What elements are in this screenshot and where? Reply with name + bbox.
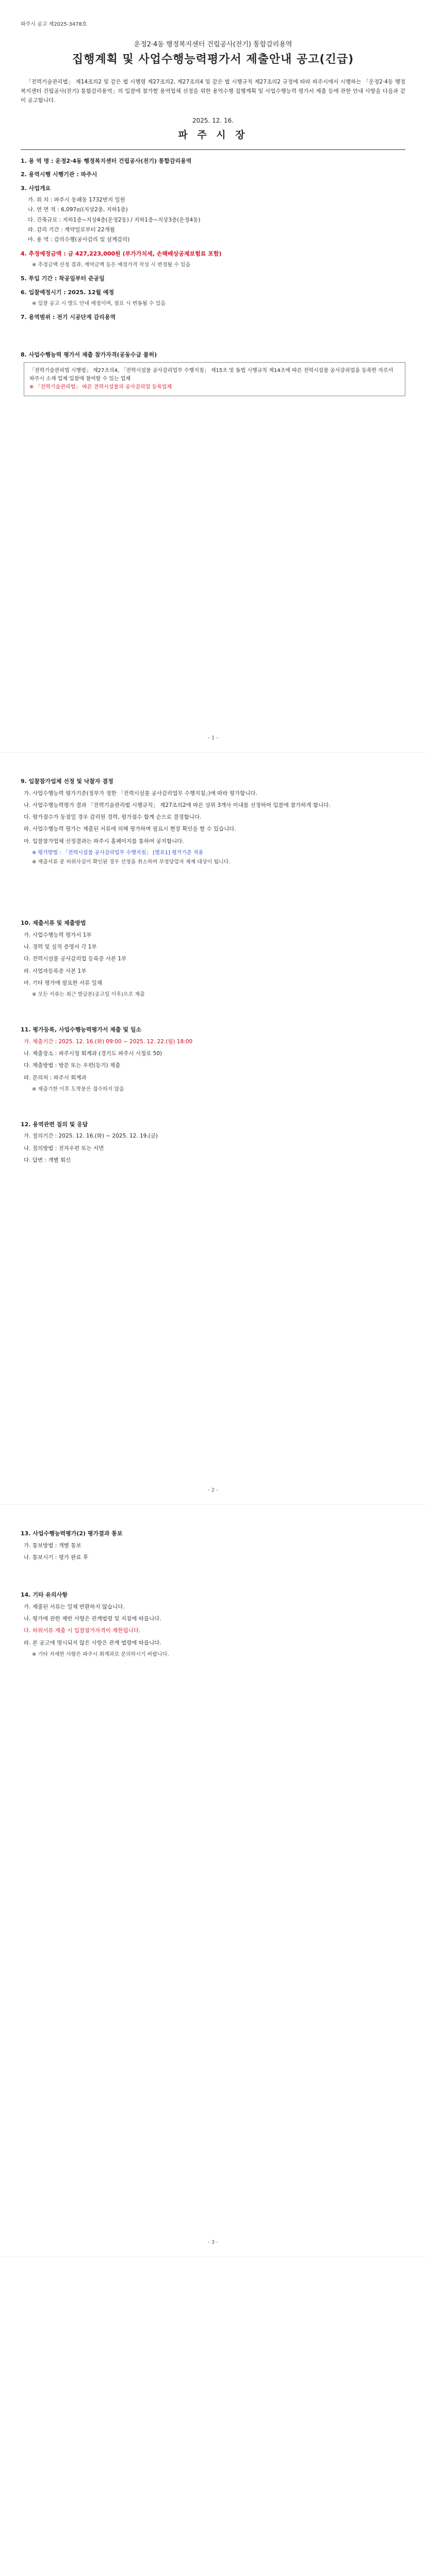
selection-item: 다. 평가점수가 동점일 경우 감리원 경력, 평가점수 합계 순으로 결정합니다. <box>24 814 202 821</box>
eligibility-body: 「전력기술관리법 시행령」 제27조의4, 「전력시설물 공사감리업무 수행지침」 제15조 및 동법 시행규칙 제14조에 따른 전력시설물 공사감리업을 등록한 자로서 파주시 소재 업체 입찰에 참여할 수 있는 업체 <box>29 368 394 382</box>
section-5-title: 5. 투입 기간 : 착공일부터 준공일 <box>21 275 105 282</box>
section-4-title: 4. 추정예정금액 : 금 427,223,000원 (부가가치세, 손해배상공제보험료 포함) <box>21 250 222 257</box>
overview-item: 가. 위 치 : 파주시 동패동 1732번지 일원 <box>28 197 125 204</box>
caution-item: 나. 평가에 관한 제반 사항은 관계법령 및 지침에 따릅니다. <box>24 1615 161 1622</box>
selection-note: ※ 평가방법 : 「전력시설물 공사감리업무 수행지침」 [별표1] 평가기준 적용 <box>32 850 204 856</box>
section-2-title: 2. 용역시행 시행기관 : 파주시 <box>21 171 97 178</box>
submission-note: ※ 제출기한 이후 도착분은 접수하지 않음 <box>32 1086 124 1092</box>
qa-item: 나. 질의방법 : 전자우편 또는 서면 <box>24 1145 104 1151</box>
document-number: 파주시 공고 제2025-3478호 <box>21 22 87 27</box>
section-7-title: 7. 용역범위 : 전기 시공단계 감리용역 <box>21 314 116 321</box>
overview-item: 나. 연 면 적 : 6,097㎡(지상2층, 지하1층) <box>28 207 128 213</box>
submission-doc-note: ※ 모든 서류는 최근 발급본(공고일 이후)으로 제출 <box>32 992 145 998</box>
selection-item: 라. 사업수행능력 평가는 제출된 서류에 의해 평가하며 필요시 현장 확인을 할 수 있습니다. <box>24 826 236 833</box>
section-4-note: ※ 추정금액 산정 결과, 계약금액 등은 예정가격 작성 시 변경될 수 있음 <box>32 262 191 268</box>
submission-item: 다. 제출방법 : 방문 또는 우편(등기) 제출 <box>24 1062 121 1069</box>
submission-doc-item: 나. 경력 및 실적 증명서 각 1부 <box>24 943 97 950</box>
section-13-title: 13. 사업수행능력평가(2) 평가결과 통보 <box>21 1530 123 1537</box>
submission-doc-item: 마. 기타 평가에 필요한 서류 일체 <box>24 979 102 986</box>
caution-note: ※ 기타 자세한 사항은 파주시 회계과로 문의하시기 바랍니다. <box>32 1651 169 1657</box>
eligibility-box <box>24 362 405 396</box>
submission-doc-item: 다. 전력시설물 공사감리업 등록증 사본 1부 <box>24 956 127 962</box>
overview-item: 마. 용 역 : 감리수행(공사감리 및 설계감리) <box>28 236 130 243</box>
page-number: - 3 - <box>208 2240 218 2245</box>
caution-item: 다. 허위서류 제출 시 입찰참가자격이 제한됩니다. <box>24 1628 141 1634</box>
section-12-title: 12. 용역관련 질의 및 응답 <box>21 1121 88 1128</box>
result-item: 가. 통보방법 : 개별 통보 <box>24 1542 81 1549</box>
intro-paragraph: 「전력기술관리법」 제14조의2 및 같은 법 시행령 제27조의2, 제27조의4 및 같은 법 시행규칙 제27조의2 규정에 따라 파주시에서 시행하는 「운정2·4동 행정복지센터 건립공사(전기) 통합감리용역」의 입찰에 참가할 용역업체 선정을 위한 용역수행 집행계획 및 사업수행능력 평가서 제출 등에 관한 안내 사항을 다음과 같이 공고합니다. <box>21 79 405 104</box>
submission-item: 나. 제출장소 : 파주시청 회계과 (경기도 파주시 시청로 50) <box>24 1050 162 1057</box>
document-title: 집행계획 및 사업수행능력평가서 제출안내 공고(긴급) <box>72 53 354 66</box>
selection-item: 마. 입찰참가업체 선정결과는 파주시 홈페이지를 통하여 공지합니다. <box>24 838 184 844</box>
notice-signer: 파 주 시 장 <box>178 129 248 141</box>
submission-doc-item: 가. 사업수행능력 평가서 1부 <box>24 931 92 938</box>
document-subtitle: 운정2·4동 행정복지센터 건립공사(전기) 통합감리용역 <box>134 41 292 48</box>
section-6-title: 6. 입찰예정시기 : 2025. 12월 예정 <box>21 289 114 296</box>
result-item: 나. 통보시기 : 평가 완료 후 <box>24 1554 88 1561</box>
notice-date: 2025. 12. 16. <box>192 116 234 124</box>
caution-item: 라. 본 공고에 명시되지 않은 사항은 관계 법령에 따릅니다. <box>24 1639 161 1646</box>
submission-item: 라. 문의처 : 파주시 회계과 <box>24 1074 87 1081</box>
section-8-title: 8. 사업수행능력 평가서 제출 참가자격(공동수급 불허) <box>21 351 157 358</box>
divider <box>21 149 405 150</box>
page-3 <box>0 1504 426 2257</box>
section-1-title: 1. 용 역 명 : 운정2·4동 행정복지센터 건립공사(전기) 통합감리용역 <box>21 157 192 164</box>
qa-item: 가. 질의기간 : 2025. 12. 16.(화) ~ 2025. 12. 19.(금) <box>24 1133 158 1140</box>
submission-doc-item: 라. 사업자등록증 사본 1부 <box>24 968 87 974</box>
page-4 <box>0 2257 426 2576</box>
section-3-title: 3. 사업개요 <box>21 184 51 192</box>
overview-item: 다. 건축규모 : 지하1층~지상4층(운정2동) / 지하1층~지상3층(운정4동) <box>28 216 201 223</box>
submission-item: 가. 제출기간 : 2025. 12. 16.(화) 09:00 ~ 2025. 12. 22.(월) 18:00 <box>24 1038 193 1045</box>
eligibility-note: ※ 「전력기술관리법」 따른 전력시설물의 공사감리업 등록업체 <box>29 384 172 391</box>
selection-item: 가. 사업수행능력 평가기준(정부가 정한 「전력시설물 공사감리업무 수행지침」)에 따라 평가합니다. <box>24 790 257 796</box>
page-2 <box>0 752 426 1504</box>
section-11-title: 11. 평가등록, 사업수행능력평가서 제출 및 일소 <box>21 1026 142 1033</box>
page-number: - 1 - <box>208 735 218 741</box>
overview-item: 라. 감리 기간 : 계약일로부터 22개월 <box>28 226 115 233</box>
caution-item: 가. 제출된 서류는 일체 반환하지 않습니다. <box>24 1603 125 1610</box>
page-1 <box>0 0 426 752</box>
qa-item: 다. 답변 : 개별 회신 <box>24 1157 71 1163</box>
section-10-title: 10. 제출서류 및 제출방법 <box>21 920 86 927</box>
selection-item: 나. 사업수행능력평가 결과 「전력기술관리법 시행규칙」 제27조의2에 따른 상위 3개사 이내를 선정하여 입찰에 참가하게 합니다. <box>24 802 331 808</box>
section-9-title: 9. 입찰참가업체 선정 및 낙찰자 결정 <box>21 778 113 785</box>
page-number: - 2 - <box>208 1487 218 1493</box>
selection-note: ※ 제출서류 중 허위사실이 확인된 경우 선정을 취소하며 부정당업자 제재 대상이 됩니다. <box>32 859 231 866</box>
section-6-note: ※ 입찰 공고 시 별도 안내 예정이며, 필요 시 변동될 수 있음 <box>32 301 166 307</box>
section-14-title: 14. 기타 유의사항 <box>21 1591 68 1599</box>
